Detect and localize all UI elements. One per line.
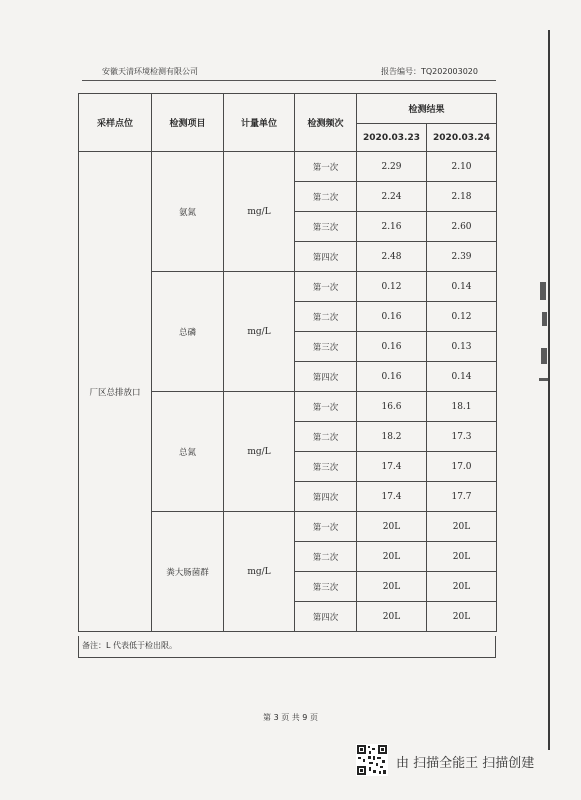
value-day1: 2.48 [357,242,427,272]
value-day2: 18.1 [427,392,497,422]
value-day2: 20L [427,572,497,602]
value-day2: 17.0 [427,452,497,482]
item-name: 粪大肠菌群 [152,512,224,632]
header-unit: 计量单位 [224,94,295,152]
value-day2: 17.3 [427,422,497,452]
value-day2: 0.12 [427,302,497,332]
scanner-footer [356,744,556,778]
item-name: 总氮 [152,392,224,512]
frequency: 第四次 [295,362,357,392]
value-day2: 2.60 [427,212,497,242]
value-day2: 20L [427,542,497,572]
value-day2: 2.18 [427,182,497,212]
value-day1: 20L [357,512,427,542]
unit: mg/L [224,392,295,512]
frequency: 第二次 [295,422,357,452]
frequency: 第三次 [295,212,357,242]
value-day2: 20L [427,602,497,632]
results-table [78,93,497,632]
value-day1: 0.12 [357,272,427,302]
frequency: 第三次 [295,572,357,602]
page-number: 第 3 页 共 9 页 [263,713,318,722]
frequency: 第四次 [295,482,357,512]
document-header [102,66,478,80]
value-day2: 0.14 [427,272,497,302]
value-day2: 20L [427,512,497,542]
value-day1: 0.16 [357,362,427,392]
edge-mark [541,348,547,364]
value-day1: 18.2 [357,422,427,452]
frequency: 第四次 [295,602,357,632]
value-day1: 17.4 [357,482,427,512]
value-day1: 2.16 [357,212,427,242]
edge-mark [540,282,546,300]
value-day1: 0.16 [357,332,427,362]
item-name: 氨氮 [152,152,224,272]
value-day1: 20L [357,542,427,572]
value-day2: 2.39 [427,242,497,272]
frequency: 第二次 [295,542,357,572]
frequency: 第三次 [295,452,357,482]
value-day1: 17.4 [357,452,427,482]
frequency: 第一次 [295,272,357,302]
value-day2: 2.10 [427,152,497,182]
table-row [79,152,497,182]
unit: mg/L [224,512,295,632]
qr-code-icon [356,744,388,776]
frequency: 第三次 [295,332,357,362]
report-number: 报告编号：TQ202003020 [381,67,478,76]
header-date-2: 2020.03.24 [427,124,497,152]
frequency: 第二次 [295,182,357,212]
header-rule [82,80,496,81]
value-day1: 20L [357,572,427,602]
value-day1: 16.6 [357,392,427,422]
page-edge-line [548,30,550,750]
header-results: 检测结果 [357,94,497,124]
site-name: 厂区总排放口 [79,152,152,632]
value-day1: 2.24 [357,182,427,212]
company-name: 安徽天清环境检测有限公司 [102,67,198,76]
frequency: 第一次 [295,392,357,422]
header-site: 采样点位 [79,94,152,152]
unit: mg/L [224,152,295,272]
frequency: 第二次 [295,302,357,332]
header-item: 检测项目 [152,94,224,152]
value-day2: 17.7 [427,482,497,512]
frequency: 第一次 [295,512,357,542]
value-day2: 0.14 [427,362,497,392]
header-date-1: 2020.03.23 [357,124,427,152]
item-name: 总磷 [152,272,224,392]
frequency: 第一次 [295,152,357,182]
edge-mark [539,378,548,381]
edge-mark [542,312,547,326]
unit: mg/L [224,272,295,392]
value-day1: 20L [357,602,427,632]
value-day1: 0.16 [357,302,427,332]
scanner-label: 由 扫描全能王 扫描创建 [396,756,535,771]
frequency: 第四次 [295,242,357,272]
value-day1: 2.29 [357,152,427,182]
value-day2: 0.13 [427,332,497,362]
header-frequency: 检测频次 [295,94,357,152]
table-note: 备注：L 代表低于检出限。 [78,636,496,658]
